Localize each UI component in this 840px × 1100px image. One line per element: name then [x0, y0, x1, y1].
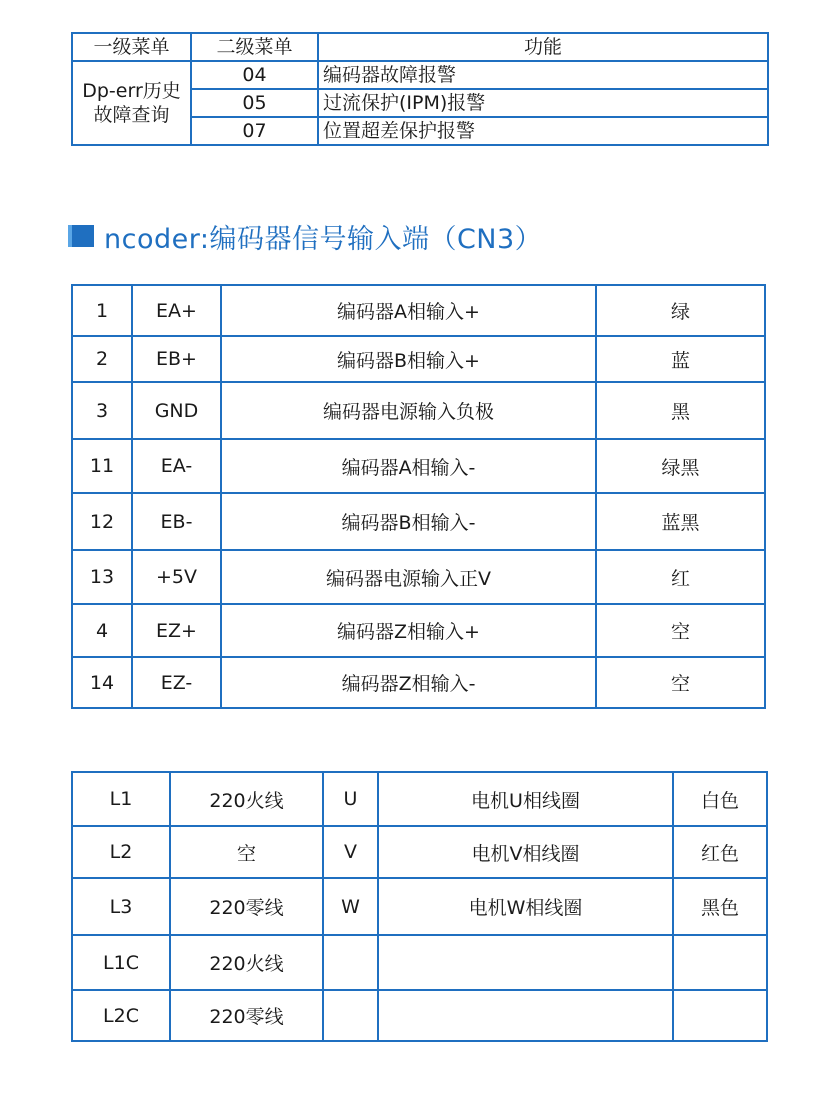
table-row — [72, 657, 765, 708]
description-cell: 编码器Z相输入+ — [221, 604, 596, 657]
table-row — [72, 550, 765, 604]
signal-cell: EB- — [132, 493, 221, 550]
wire-color-cell — [673, 990, 767, 1041]
table-header-row — [72, 33, 768, 61]
signal-cell: EZ+ — [132, 604, 221, 657]
table-row — [72, 935, 767, 990]
table-row — [72, 990, 767, 1041]
table-row — [72, 604, 765, 657]
description-cell: 编码器B相输入- — [221, 493, 596, 550]
coil-description-cell: 电机V相线圈 — [378, 826, 673, 878]
table-row — [72, 61, 768, 89]
header-primary-menu: 一级菜单 — [72, 33, 191, 61]
wire-color-cell: 蓝黑 — [596, 493, 765, 550]
signal-cell: EB+ — [132, 336, 221, 382]
header-function: 功能 — [318, 33, 768, 61]
table-row — [72, 878, 767, 935]
wire-color-cell: 绿 — [596, 285, 765, 336]
terminal-cell: L2 — [72, 826, 170, 878]
section-title: ncoder:编码器信号输入端（CN3） — [104, 223, 543, 255]
terminal-cell: L2C — [72, 990, 170, 1041]
signal-cell: EA+ — [132, 285, 221, 336]
pin-cell: 2 — [72, 336, 132, 382]
header-secondary-menu: 二级菜单 — [191, 33, 318, 61]
signal-cell: +5V — [132, 550, 221, 604]
function-cell: 编码器故障报警 — [318, 61, 768, 89]
description-cell: 编码器电源输入负极 — [221, 382, 596, 439]
wire-color-cell: 空 — [596, 604, 765, 657]
table-row — [72, 439, 765, 493]
coil-description-cell: 电机W相线圈 — [378, 878, 673, 935]
description-cell: 编码器电源输入正V — [221, 550, 596, 604]
pin-cell: 4 — [72, 604, 132, 657]
terminal-cell: L3 — [72, 878, 170, 935]
table-row — [72, 336, 765, 382]
primary-menu-cell: Dp-err历史故障查询 — [72, 61, 191, 145]
wire-color-cell: 红色 — [673, 826, 767, 878]
wire-color-cell: 空 — [596, 657, 765, 708]
phase-cell: V — [323, 826, 378, 878]
table-row — [72, 493, 765, 550]
terminal-cell: L1C — [72, 935, 170, 990]
encoder-pin-table — [71, 284, 766, 709]
wire-color-cell: 白色 — [673, 772, 767, 826]
signal-cell: EZ- — [132, 657, 221, 708]
terminal-function-cell: 220零线 — [170, 878, 323, 935]
fault-menu-table — [71, 32, 769, 146]
table-row — [72, 772, 767, 826]
pin-cell: 11 — [72, 439, 132, 493]
table-row — [72, 285, 765, 336]
wire-color-cell: 蓝 — [596, 336, 765, 382]
coil-description-cell: 电机U相线圈 — [378, 772, 673, 826]
wire-color-cell: 黑色 — [673, 878, 767, 935]
pin-cell: 14 — [72, 657, 132, 708]
terminal-function-cell: 空 — [170, 826, 323, 878]
description-cell: 编码器Z相输入- — [221, 657, 596, 708]
phase-cell: U — [323, 772, 378, 826]
terminal-function-cell: 220火线 — [170, 772, 323, 826]
table-row — [72, 382, 765, 439]
pin-cell: 13 — [72, 550, 132, 604]
table-row — [72, 826, 767, 878]
phase-cell — [323, 990, 378, 1041]
wire-color-cell — [673, 935, 767, 990]
secondary-code: 05 — [191, 89, 318, 117]
phase-cell: W — [323, 878, 378, 935]
pin-cell: 1 — [72, 285, 132, 336]
signal-cell: GND — [132, 382, 221, 439]
terminal-cell: L1 — [72, 772, 170, 826]
secondary-code: 07 — [191, 117, 318, 145]
function-cell: 过流保护(IPM)报警 — [318, 89, 768, 117]
phase-cell — [323, 935, 378, 990]
signal-cell: EA- — [132, 439, 221, 493]
coil-description-cell — [378, 935, 673, 990]
terminal-function-cell: 220零线 — [170, 990, 323, 1041]
pin-cell: 12 — [72, 493, 132, 550]
secondary-code: 04 — [191, 61, 318, 89]
wire-color-cell: 绿黑 — [596, 439, 765, 493]
power-terminal-table — [71, 771, 768, 1042]
description-cell: 编码器A相输入+ — [221, 285, 596, 336]
description-cell: 编码器B相输入+ — [221, 336, 596, 382]
square-marker-icon — [72, 225, 94, 247]
function-cell: 位置超差保护报警 — [318, 117, 768, 145]
wire-color-cell: 红 — [596, 550, 765, 604]
section-heading — [72, 219, 542, 253]
pin-cell: 3 — [72, 382, 132, 439]
description-cell: 编码器A相输入- — [221, 439, 596, 493]
wire-color-cell: 黑 — [596, 382, 765, 439]
terminal-function-cell: 220火线 — [170, 935, 323, 990]
coil-description-cell — [378, 990, 673, 1041]
